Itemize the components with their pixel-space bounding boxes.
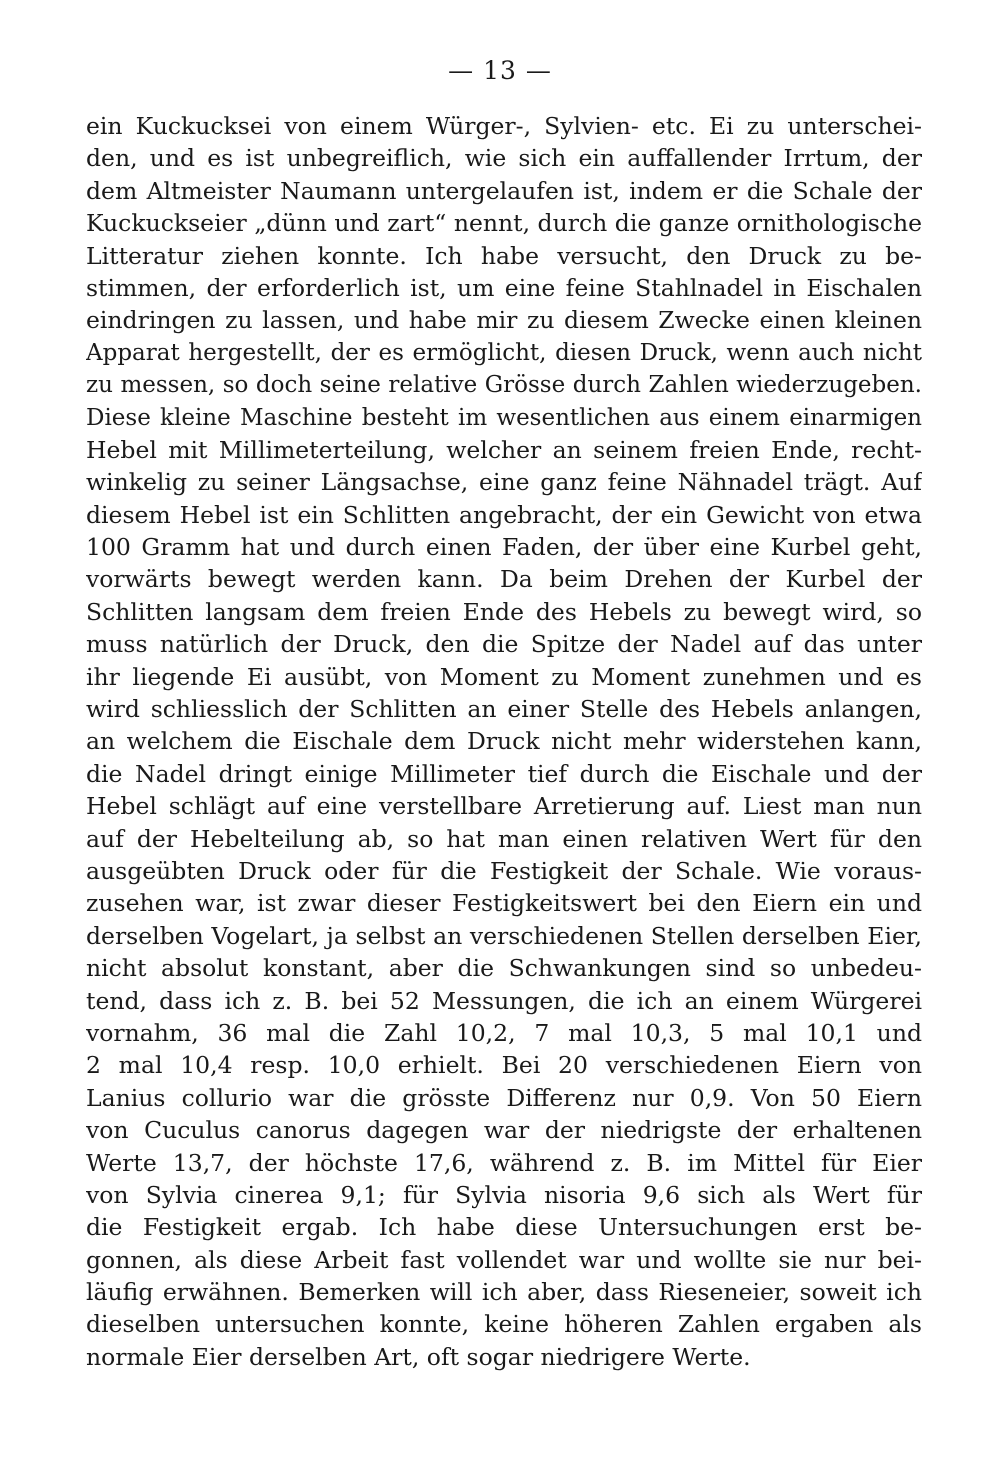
text-line: diesem Hebel ist ein Schlitten angebracht, der ein Gewicht von etwa bbox=[86, 500, 922, 529]
text-line: ausgeübten Druck oder für die Festigkeit der Schale. Wie voraus- bbox=[86, 856, 922, 885]
text-line: zu messen, so doch seine relative Grösse durch Zahlen wiederzugeben. bbox=[86, 372, 922, 399]
text-line: die Festigkeit ergab. Ich habe diese Untersuchungen erst be- bbox=[86, 1213, 922, 1242]
text-line: ein Kuckucksei von einem Würger-, Sylvien- etc. Ei zu unterschei- bbox=[86, 112, 922, 140]
text-line: an welchem die Eischale dem Druck nicht mehr widerstehen kann, bbox=[86, 727, 922, 756]
text-line: stimmen, der erforderlich ist, um eine feine Stahlnadel in Eischalen bbox=[86, 273, 922, 302]
text-line: läufig erwähnen. Bemerken will ich aber, dass Rieseneier, soweit ich bbox=[86, 1278, 922, 1307]
text-line: die Nadel dringt einige Millimeter tief durch die Eischale und der bbox=[86, 759, 922, 788]
text-line: von Cuculus canorus dagegen war der niedrigste der erhaltenen bbox=[86, 1116, 922, 1145]
text-line: tend, dass ich z. B. bei 52 Messungen, die ich an einem Würgerei bbox=[86, 986, 922, 1015]
text-line: dieselben untersuchen konnte, keine höheren Zahlen ergaben als bbox=[86, 1310, 922, 1339]
text-line: Apparat hergestellt, der es ermöglicht, diesen Druck, wenn auch nicht bbox=[86, 339, 922, 366]
text-line: Schlitten langsam dem freien Ende des Hebels zu bewegt wird, so bbox=[86, 597, 922, 626]
text-line: den, und es ist unbegreiflich, wie sich ein auffallender Irrtum, der bbox=[86, 144, 922, 173]
text-line: muss natürlich der Druck, den die Spitze der Nadel auf das unter bbox=[86, 630, 922, 659]
text-line: Kuckuckseier „dünn und zart“ nennt, durch die ganze ornithologische bbox=[86, 209, 922, 238]
text-line: auf der Hebelteilung ab, so hat man einen relativen Wert für den bbox=[86, 824, 922, 853]
text-line: Lanius collurio war die grösste Differenz nur 0,9. Von 50 Eiern bbox=[86, 1083, 922, 1112]
text-line: vorwärts bewegt werden kann. Da beim Drehen der Kurbel der bbox=[86, 565, 922, 594]
text-line: 2 mal 10,4 resp. 10,0 erhielt. Bei 20 verschiedenen Eiern von bbox=[86, 1051, 922, 1080]
text-line: winkelig zu seiner Längsachse, eine ganz feine Nähnadel trägt. Auf bbox=[86, 468, 922, 497]
text-line: Werte 13,7, der höchste 17,6, während z. B. im Mittel für Eier bbox=[86, 1148, 922, 1177]
text-line: 100 Gramm hat und durch einen Faden, der über eine Kurbel geht, bbox=[86, 533, 922, 562]
text-line: Litteratur ziehen konnte. Ich habe versucht, den Druck zu be- bbox=[86, 241, 922, 270]
text-line: derselben Vogelart, ja selbst an verschiedenen Stellen derselben Eier, bbox=[86, 921, 922, 950]
text-line: von Sylvia cinerea 9,1; für Sylvia nisoria 9,6 sich als Wert für bbox=[86, 1180, 922, 1209]
text-line: eindringen zu lassen, und habe mir zu diesem Zwecke einen kleinen bbox=[86, 306, 922, 335]
text-line: zusehen war, ist zwar dieser Festigkeitswert bei den Eiern ein und bbox=[86, 889, 922, 918]
text-line: wird schliesslich der Schlitten an einer Stelle des Hebels anlangen, bbox=[86, 695, 922, 724]
page-number: — 13 — bbox=[448, 56, 552, 85]
text-line: Hebel schlägt auf eine verstellbare Arretierung auf. Liest man nun bbox=[86, 792, 922, 821]
text-line: Diese kleine Maschine besteht im wesentlichen aus einem einarmigen bbox=[86, 404, 922, 431]
body-text bbox=[86, 110, 922, 1373]
text-line: gonnen, als diese Arbeit fast vollendet war und wollte sie nur bei- bbox=[86, 1245, 922, 1274]
text-line: ihr liegende Ei ausübt, von Moment zu Moment zunehmen und es bbox=[86, 662, 922, 691]
text-line: dem Altmeister Naumann untergelaufen ist, indem er die Schale der bbox=[86, 176, 922, 205]
text-line: Hebel mit Millimeterteilung, welcher an seinem freien Ende, recht- bbox=[86, 435, 922, 464]
text-line: normale Eier derselben Art, oft sogar niedrigere Werte. bbox=[86, 1342, 751, 1371]
text-line: nicht absolut konstant, aber die Schwankungen sind so unbedeu- bbox=[86, 954, 922, 983]
text-line: vornahm, 36 mal die Zahl 10,2, 7 mal 10,3, 5 mal 10,1 und bbox=[86, 1018, 922, 1047]
